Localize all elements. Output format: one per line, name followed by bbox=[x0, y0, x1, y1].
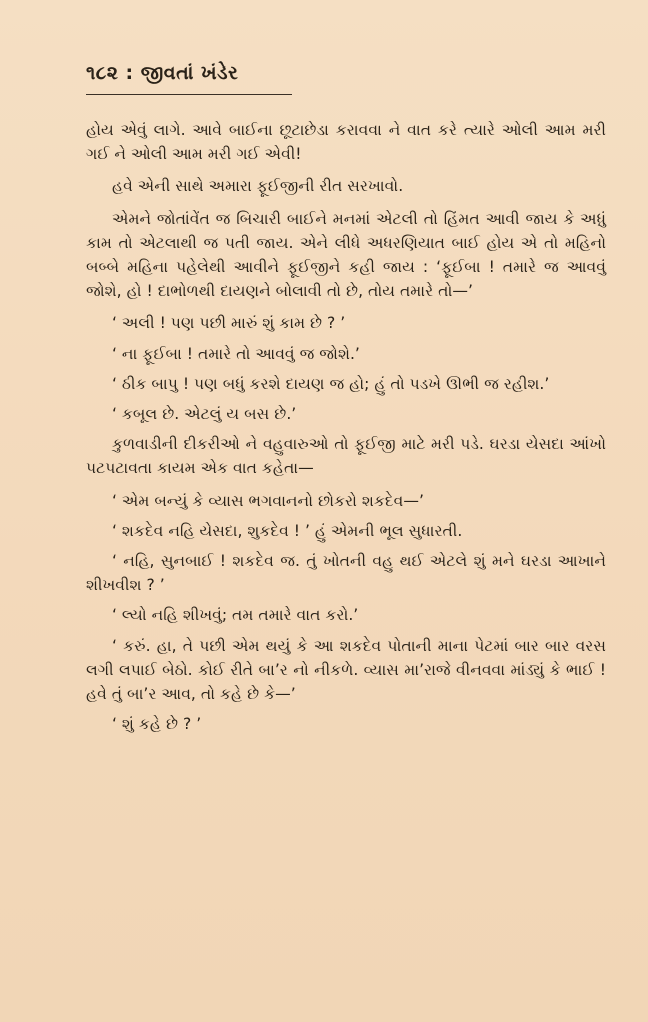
dialogue-line: ‘ શું કહે છે ? ’ bbox=[112, 715, 202, 734]
dialogue-line: ‘ લ્યો નહિ શીખવું; તમ તમારે વાત કરો.’ bbox=[112, 606, 359, 625]
dialogue-line: ‘ કબૂલ છે. એટલું ય બસ છે.’ bbox=[112, 405, 297, 424]
dialogue-line: ‘ ના ફૂઈબા ! તમારે તો આવવું જ જોશે.’ bbox=[112, 344, 360, 363]
dialogue-line: ‘ ઠીક બાપુ ! પણ બધું કરશે દાયણ જ હો; હું તો પડખે ઊભી જ રહીશ.’ bbox=[112, 374, 550, 393]
header-rule bbox=[86, 94, 292, 95]
dialogue-line: ‘ અલી ! પણ પછી મારું શું કામ છે ? ’ bbox=[112, 314, 346, 333]
paragraph: કુળવાડીની દીકરીઓ ને વહુવારુઓ તો ફૂઈજી માટે મરી પડે. ઘરડા યેસદા આંખો પટપટાવતા કાયમ એક વાત કહેતા— bbox=[86, 435, 606, 478]
dialogue-line: ‘ શકદેવ નહિ યેસદા, શુકદેવ ! ’ હું એમની ભૂલ સુધારતી. bbox=[112, 521, 463, 540]
header-separator: : bbox=[118, 62, 141, 84]
dialogue-line: ‘ નહિ, સુનબાઈ ! શકદેવ જ. તું ખોતની વહુ થઈ એટલે શું મને ઘરડા આખાને શીખવીશ ? ’ bbox=[86, 552, 606, 595]
paragraph: હવે એની સાથે અમારા ફૂઈજીની રીત સરખાવો. bbox=[112, 177, 404, 196]
paragraph-continued: હોય એવું લાગે. આવે બાઈના છૂટાછેડા કરાવવા ને વાત કરે ત્યારે ઓલી આમ મરી ગઈ ને ઓલી આમ મરી ગઈ એવી! bbox=[86, 121, 606, 164]
body-text bbox=[86, 118, 606, 742]
book-title: જીવતાં ખંડેર bbox=[140, 62, 239, 84]
page-number: ૧૮૨ bbox=[86, 62, 119, 84]
running-header bbox=[86, 62, 238, 84]
dialogue-line: ‘ કરું. હા, તે પછી એમ થયું કે આ શકદેવ પોતાની માના પેટમાં બાર બાર વરસ લગી લપાઈ બેઠો. કોઈ રીતે બા’ર નો નીકળે. વ્યાસ મા’રાજે વીનવવા માંડ્યું કે ભાઈ ! હવે તું બા’ર આવ, તો કહે છે કે—’ bbox=[86, 636, 606, 704]
paragraph: એમને જોતાંવેંત જ બિચારી બાઈને મનમાં એટલી તો હિંમત આવી જાય કે અધુ઼ં કામ તો એટલાથી જ પતી જાય. એને લીધે અધરણિયાત બાઈ હોય એ તો મહિનો બબ્બે મહિના પહેલેથી આવીને ફૂઈજીને કહી જાય : ‘ફૂઈબા ! તમારે જ આવવું જોશે, હો ! દાભોળથી દાયણને બોલાવી તો છે, તોય તમારે તો—’ bbox=[86, 209, 606, 301]
dialogue-line: ‘ એમ બન્યું કે વ્યાસ ભગવાનનો છોકરો શકદેવ—’ bbox=[112, 491, 424, 510]
